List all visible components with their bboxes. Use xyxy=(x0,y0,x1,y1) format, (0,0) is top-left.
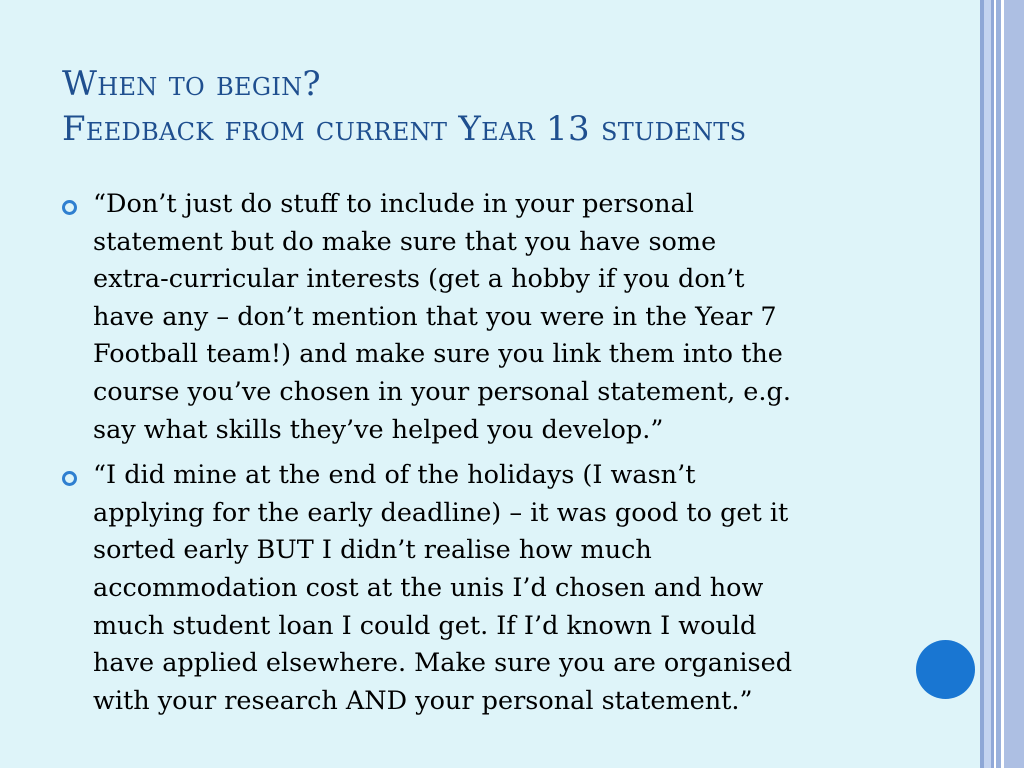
ring-bullet-icon xyxy=(62,200,77,215)
bullet-line: statement but do make sure that you have some xyxy=(93,226,717,257)
bullet-line: applying for the early deadline) – it was good to get it xyxy=(93,497,789,528)
bullet-line: course you’ve chosen in your personal statement, e.g. xyxy=(93,376,791,407)
slide-title-line: When to begin? xyxy=(62,64,321,104)
blue-circle-decoration xyxy=(916,640,975,699)
bullet-item xyxy=(62,457,882,720)
ring-bullet-icon xyxy=(62,471,77,486)
bullet-line: with your research AND your personal statement.” xyxy=(93,685,753,716)
bullet-line: “Don’t just do stuff to include in your personal xyxy=(93,189,694,219)
bullet-text xyxy=(93,186,882,449)
slide-title xyxy=(62,62,942,152)
bullet-line: “I did mine at the end of the holidays (I wasn’t xyxy=(93,460,696,491)
bullet-line: have any – don’t mention that you were in the Year 7 xyxy=(93,301,777,332)
bullet-item xyxy=(62,186,882,449)
right-border-stripe xyxy=(1004,0,1024,768)
bullet-line: accommodation cost at the unis I’d chosen and how xyxy=(93,572,764,603)
bullet-line: extra-curricular interests (get a hobby if you don’t xyxy=(93,264,745,295)
bullet-list xyxy=(62,186,882,728)
right-border-stripe xyxy=(984,0,991,768)
bullet-line: have applied elsewhere. Make sure you are organised xyxy=(93,648,793,679)
bullet-line: Football team!) and make sure you link them into the xyxy=(93,339,783,370)
bullet-text xyxy=(93,457,882,720)
bullet-line: sorted early BUT I didn’t realise how much xyxy=(93,535,652,566)
bullet-line: say what skills they’ve helped you develop.” xyxy=(93,414,664,445)
bullet-line: much student loan I could get. If I’d known I would xyxy=(93,610,757,641)
slide-title-line: Feedback from current Year 13 students xyxy=(62,109,747,149)
